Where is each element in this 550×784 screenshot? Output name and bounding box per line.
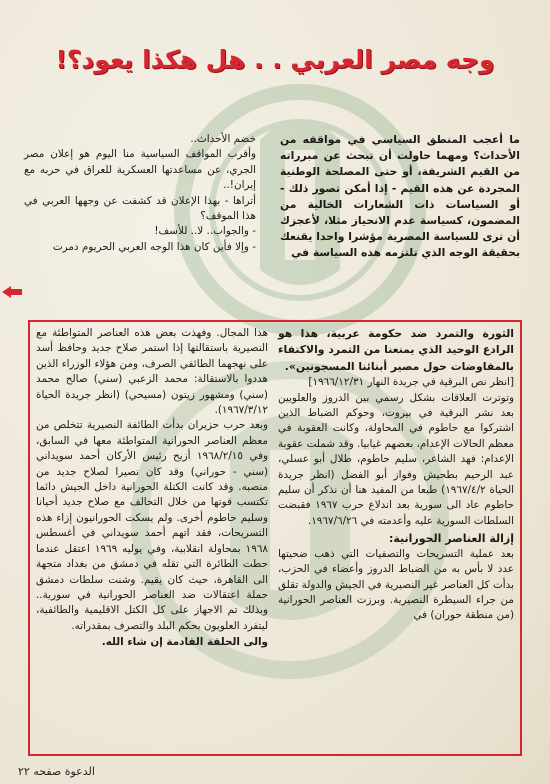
article-right-column	[278, 326, 514, 624]
article-paragraph: وبعد حرب حزيران بدأت الطائفة النصيرية تتخلص من معظم العناصر الحورانية المتواطئة معها في السابق، وفي ١٩٦٨/٢/١٥ أزيح رئيس الأركان أحمد سويداني (سني - حوراني) وقد كان نصيرا لصلاح جديد من منصبه. وقد كانت الكتلة الحورانية داخل الجيش دائما تكتسب قوتها من خلال التحالف مع صلاح جديد أحيانا وسليم حاطوم أخرى. ولم يسكت الحورانيون إزاء هذه التسريحات، فقد اتهم أحمد سويداني في أغسطس ١٩٦٨ بمحاولة انقلابية، وفي يوليه ١٩٦٩ اعتقل عندما حطت الطائرة التي تقله في دمشق من بغداد متجهة الى القاهرة، حيث كان يقيم. وشنت سلطات دمشق حملة اعتقالات ضد العناصر الحورانية في سورية.. وبذلك تم الاجهاز على كل الكتل الاقليمية والطائفية، ليتفرد العلويون بحكم البلد والتصرف بمقدراته.	[36, 419, 269, 632]
intro-line: - وإلا فأين كان هذا الوجه العربي الحريوم دمرت	[52, 240, 256, 253]
pointer-arrow-icon	[2, 286, 22, 298]
page-headline: وجه مصر العربي . . هل هكذا يعود؟!	[55, 45, 495, 74]
intro-paragraph: ما أعجب المنطق السياسي في مواقفه من الأحداث؟ ومهما حاولت أن تبحث عن مبرراته من القيم الشريفة، أو حتى المصلحة الوطنية المجردة عن هذه القيم - إذا أمكن تصور ذلك - أو السياسات ذات الشعارات الخالية من المضمون، كسياسة عدم الانحياز مثلا، لأعجزك أن ترى للسياسة المصرية مؤشرا واحدا يقنعك بحقيقة الوجه الذي تلتزمه هذه السياسة في	[280, 133, 520, 260]
article-left-column	[36, 326, 268, 651]
intro-line: أتراها - بهذا الإعلان قد كشفت عن وجهها العربي في هذا الموقف؟	[24, 194, 256, 223]
article-source-note: [انظر نص البرقية في جريدة النهار ١٩٦٦/١٢/٣١]	[308, 376, 514, 389]
intro-left-column	[24, 132, 256, 255]
intro-right-column	[280, 132, 520, 262]
article-paragraph: هذا المجال. وفهذت بعض هذه العناصر المتواطئة مع النصيرية باستقالتها إذا استمر صلاح جديد وحافظ أسد على نهجهما الطائفي الصرف، ومن هؤلاء الوزراء الذين هددوا بالاستقالة: محمد الزعبي (سني) صالح محمد (سني) ومشهور زيتون (مسيحي) (انظر جريدة الحياة ١٩٦٧/٣/١٢).	[36, 327, 268, 417]
article-paragraph: وتوترت العلاقات بشكل رسمي بين الدروز والعلويين بعد نشر البرقية في بيروت، وحوكم الضباط الذين اشتركوا مع حاطوم في المحاولة، وكانت العقوبة في معظم الحالات الإعدام، بعضهم غيابيا. وقد شملت عقوبة الإعدام: فهد الشاعر، سليم حاطوم، طلال أبو عسلي، عبد الرحيم بطحيش وفواز أبو الفضل (انظر جريدة الحياة ١٩٦٧/٤/٢) طبعا من المفيد هنا أن نذكر أن سليم حاطوم عاد الى سورية بعد اندلاع حرب ١٩٦٧ فقبضت السلطات السورية عليه وأعدمته في ١٩٦٧/٦/٢٦.	[278, 391, 514, 527]
intro-line: - والجواب.. لا.. للأسف!	[154, 225, 256, 238]
intro-line: خضم الأحداث..	[190, 133, 256, 145]
section-subheading: إزالة العناصر الحورانية:	[388, 532, 514, 546]
intro-line: وأقرب المواقف السياسية منا اليوم هو إعلان مصر الجري، عن مساعدتها العسكرية للعراق في حربه مع إيران!..	[24, 148, 256, 192]
page-footer: الدعوة صفحه ٢٢	[18, 765, 95, 778]
article-lead: الثورة والتمرد ضد حكومة عربية، هذا هو الرادع الوحيد الذي يمنعنا من التمرد والاكتفاء بالمفاوضات حول مصير أبنائنا المسجونين».	[278, 327, 514, 373]
article-paragraph: بعد عملية التسريحات والتصفيات التي ذهب ضحيتها عدد لا بأس به من الضباط الدروز وأعضاء في الحزب، بدأت كل العناصر غير النصيرية في الجيش والدولة تقلق من جراء السيطرة النصيرية. وبرزت العناصر الحورانية (من منطقة حوران) في	[278, 547, 514, 622]
article-closing-line: والى الحلقة القادمة إن شاء الله.	[101, 636, 268, 649]
